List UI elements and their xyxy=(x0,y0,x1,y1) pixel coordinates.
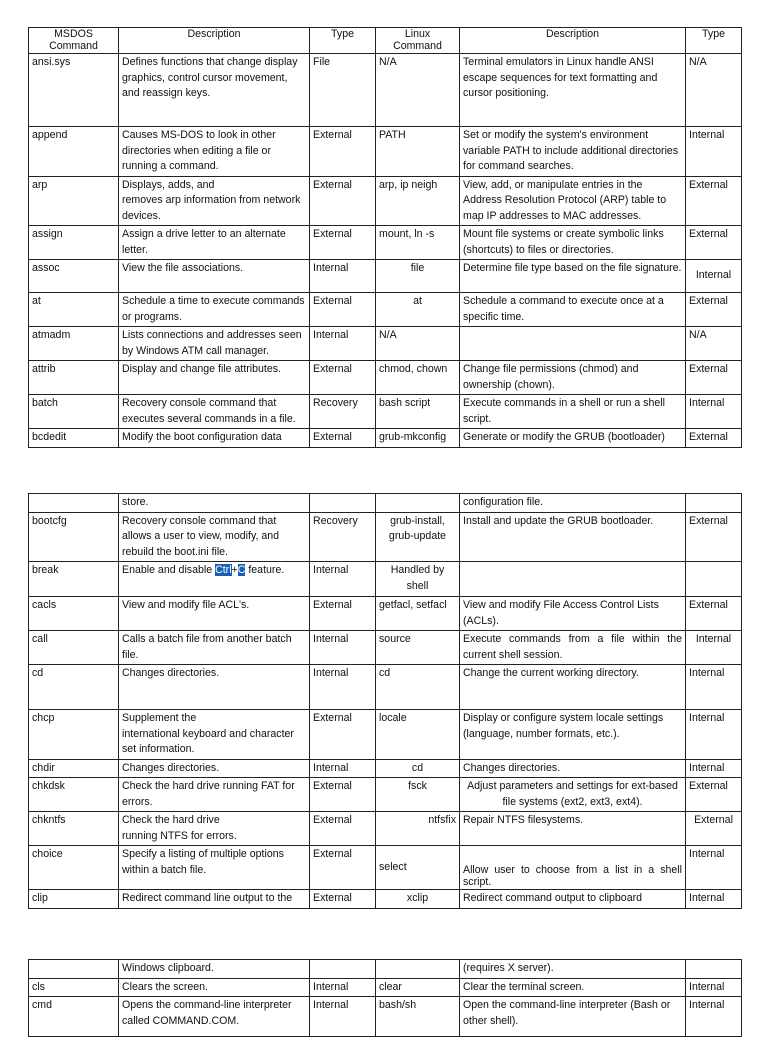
msdos-type xyxy=(310,494,376,513)
msdos-type: External xyxy=(310,812,376,846)
msdos-command: at xyxy=(29,293,119,327)
msdos-description: store. xyxy=(119,494,310,513)
table-row xyxy=(29,759,742,778)
msdos-command: cacls xyxy=(29,597,119,631)
table-row xyxy=(29,890,742,909)
msdos-description: Assign a drive letter to an alternate letter. xyxy=(119,226,310,260)
linux-command: chmod, chown xyxy=(376,361,460,395)
msdos-description: Defines functions that change display graphics, control cursor movement, and reassign keys. xyxy=(119,54,310,127)
msdos-description: Redirect command line output to the xyxy=(119,890,310,909)
msdos-description xyxy=(119,812,310,846)
msdos-type xyxy=(310,960,376,979)
commands-table-part-2 xyxy=(28,493,742,909)
msdos-command: break xyxy=(29,562,119,597)
linux-type: Internal xyxy=(686,395,742,429)
description-text: Enable and disable xyxy=(122,564,216,576)
linux-command: at xyxy=(376,293,460,327)
table-row xyxy=(29,812,742,846)
msdos-type: Internal xyxy=(310,759,376,778)
msdos-type: External xyxy=(310,597,376,631)
msdos-description: Windows clipboard. xyxy=(119,960,310,979)
table-row xyxy=(29,260,742,293)
linux-type: External xyxy=(686,293,742,327)
msdos-description xyxy=(119,176,310,226)
linux-description: Redirect command output to clipboard xyxy=(460,890,686,909)
msdos-command: bcdedit xyxy=(29,429,119,448)
linux-description: Schedule a command to execute once at a specific time. xyxy=(460,293,686,327)
linux-description: Generate or modify the GRUB (bootloader) xyxy=(460,429,686,448)
linux-description: configuration file. xyxy=(460,494,686,513)
table-row xyxy=(29,176,742,226)
description-line: Check the hard drive xyxy=(122,814,220,826)
msdos-command: assoc xyxy=(29,260,119,293)
ctrl-key: Ctrl xyxy=(215,564,232,576)
table-row xyxy=(29,494,742,513)
linux-command: mount, ln -s xyxy=(376,226,460,260)
commands-table-part-1 xyxy=(28,27,742,448)
table-row xyxy=(29,293,742,327)
linux-type: Internal xyxy=(686,260,742,293)
msdos-type: Internal xyxy=(310,327,376,361)
msdos-command: ansi.sys xyxy=(29,54,119,127)
table-row xyxy=(29,710,742,760)
msdos-command: atmadm xyxy=(29,327,119,361)
description-line: removes arp information from network devices. xyxy=(122,194,301,222)
msdos-type: Internal xyxy=(310,562,376,597)
table-row xyxy=(29,512,742,562)
msdos-type: File xyxy=(310,54,376,127)
header-description: Description xyxy=(119,28,310,54)
linux-command: N/A xyxy=(376,54,460,127)
msdos-description: View the file associations. xyxy=(119,260,310,293)
msdos-type: External xyxy=(310,890,376,909)
msdos-type: Internal xyxy=(310,631,376,665)
linux-type: External xyxy=(686,512,742,562)
linux-command: clear xyxy=(376,978,460,997)
msdos-type: Internal xyxy=(310,260,376,293)
msdos-command: chkntfs xyxy=(29,812,119,846)
msdos-description: Opens the command-line interpreter called COMMAND.COM. xyxy=(119,997,310,1037)
msdos-type: Internal xyxy=(310,978,376,997)
linux-type: Internal xyxy=(686,631,742,665)
msdos-command: append xyxy=(29,127,119,177)
msdos-command xyxy=(29,494,119,513)
linux-command: N/A xyxy=(376,327,460,361)
msdos-description: View and modify file ACL's. xyxy=(119,597,310,631)
linux-command: bash/sh xyxy=(376,997,460,1037)
linux-command: file xyxy=(376,260,460,293)
msdos-description: Causes MS-DOS to look in other directories when editing a file or running a command. xyxy=(119,127,310,177)
msdos-description: Recovery console command that executes several commands in a file. xyxy=(119,395,310,429)
msdos-type: External xyxy=(310,846,376,890)
linux-command: arp, ip neigh xyxy=(376,176,460,226)
msdos-command: chdir xyxy=(29,759,119,778)
msdos-command: cmd xyxy=(29,997,119,1037)
table-row xyxy=(29,597,742,631)
linux-command: bash script xyxy=(376,395,460,429)
linux-type: External xyxy=(686,429,742,448)
linux-type: Internal xyxy=(686,997,742,1037)
msdos-description: Calls a batch file from another batch file. xyxy=(119,631,310,665)
msdos-type: External xyxy=(310,226,376,260)
table-row xyxy=(29,395,742,429)
header-linux-description: Description xyxy=(460,28,686,54)
linux-description: Repair NTFS filesystems. xyxy=(460,812,686,846)
linux-command xyxy=(376,960,460,979)
msdos-description: Modify the boot configuration data xyxy=(119,429,310,448)
msdos-type: Internal xyxy=(310,997,376,1037)
msdos-type: External xyxy=(310,429,376,448)
linux-description: Determine file type based on the file signature. xyxy=(460,260,686,293)
description-line: Allow user to choose from a list in a shell xyxy=(463,864,682,876)
linux-type: External xyxy=(686,361,742,395)
linux-description xyxy=(460,327,686,361)
linux-description: Open the command-line interpreter (Bash or other shell). xyxy=(460,997,686,1037)
header-type: Type xyxy=(310,28,376,54)
msdos-description xyxy=(119,562,310,597)
table-row xyxy=(29,978,742,997)
msdos-type: External xyxy=(310,127,376,177)
msdos-description: Changes directories. xyxy=(119,759,310,778)
header-linux-command: Linux Command xyxy=(376,28,460,54)
msdos-command: cd xyxy=(29,665,119,710)
linux-command: ntfsfix xyxy=(376,812,460,846)
linux-type: External xyxy=(686,597,742,631)
linux-command: select xyxy=(376,846,460,890)
description-text: feature. xyxy=(245,564,285,576)
linux-type xyxy=(686,562,742,597)
table-row xyxy=(29,631,742,665)
linux-type: Internal xyxy=(686,759,742,778)
linux-command: PATH xyxy=(376,127,460,177)
header-msdos-command: MSDOS Command xyxy=(29,28,119,54)
linux-type: External xyxy=(686,176,742,226)
linux-description: Install and update the GRUB bootloader. xyxy=(460,512,686,562)
table-row xyxy=(29,127,742,177)
description-line: current shell session. xyxy=(463,648,563,661)
msdos-description: Recovery console command that allows a user to view, modify, and rebuild the boot.ini file. xyxy=(119,512,310,562)
table-row xyxy=(29,361,742,395)
linux-type xyxy=(686,494,742,513)
commands-table-part-3 xyxy=(28,959,742,1037)
msdos-command: attrib xyxy=(29,361,119,395)
linux-description xyxy=(460,846,686,890)
linux-type: Internal xyxy=(686,710,742,760)
linux-command: cd xyxy=(376,665,460,710)
linux-command: xclip xyxy=(376,890,460,909)
linux-command: source xyxy=(376,631,460,665)
msdos-description: Specify a listing of multiple options within a batch file. xyxy=(119,846,310,890)
msdos-type: External xyxy=(310,710,376,760)
linux-type: External xyxy=(686,812,742,846)
msdos-command: chcp xyxy=(29,710,119,760)
msdos-description: Changes directories. xyxy=(119,665,310,710)
linux-type: Internal xyxy=(686,890,742,909)
msdos-command: assign xyxy=(29,226,119,260)
linux-type: N/A xyxy=(686,54,742,127)
linux-command: getfacl, setfacl xyxy=(376,597,460,631)
linux-description: Clear the terminal screen. xyxy=(460,978,686,997)
msdos-description: Schedule a time to execute commands or programs. xyxy=(119,293,310,327)
msdos-command: choice xyxy=(29,846,119,890)
linux-description xyxy=(460,562,686,597)
msdos-type: External xyxy=(310,176,376,226)
table-row xyxy=(29,997,742,1037)
table-row xyxy=(29,226,742,260)
description-line: script. xyxy=(463,876,492,888)
msdos-description: Display and change file attributes. xyxy=(119,361,310,395)
table-header-row xyxy=(29,28,742,54)
msdos-command: call xyxy=(29,631,119,665)
msdos-command: arp xyxy=(29,176,119,226)
linux-description: View and modify File Access Control Lists (ACLs). xyxy=(460,597,686,631)
msdos-description xyxy=(119,710,310,760)
header-linux-type: Type xyxy=(686,28,742,54)
table-row xyxy=(29,960,742,979)
linux-description: Change the current working directory. xyxy=(460,665,686,710)
table-row xyxy=(29,778,742,812)
linux-description: Mount file systems or create symbolic links (shortcuts) to files or directories. xyxy=(460,226,686,260)
table-row xyxy=(29,327,742,361)
description-line: running NTFS for errors. xyxy=(122,829,237,842)
table-row xyxy=(29,429,742,448)
msdos-description: Lists connections and addresses seen by Windows ATM call manager. xyxy=(119,327,310,361)
msdos-type: External xyxy=(310,778,376,812)
table-row xyxy=(29,562,742,597)
linux-command xyxy=(376,494,460,513)
linux-description: (requires X server). xyxy=(460,960,686,979)
linux-description: Execute commands in a shell or run a shell script. xyxy=(460,395,686,429)
linux-type: Internal xyxy=(686,127,742,177)
plus-sign: + xyxy=(231,564,238,576)
description-line: Supplement the xyxy=(122,712,197,724)
msdos-command: cls xyxy=(29,978,119,997)
linux-command: grub-install, grub-update xyxy=(376,512,460,562)
linux-command: locale xyxy=(376,710,460,760)
linux-description xyxy=(460,631,686,665)
msdos-description: Check the hard drive running FAT for errors. xyxy=(119,778,310,812)
linux-description: Terminal emulators in Linux handle ANSI escape sequences for text formatting and cursor positioning. xyxy=(460,54,686,127)
msdos-type: External xyxy=(310,361,376,395)
linux-type: Internal xyxy=(686,978,742,997)
linux-description: View, add, or manipulate entries in the Address Resolution Protocol (ARP) table to map IP addresses to MAC addresses. xyxy=(460,176,686,226)
description-line: Execute commands from a file within the xyxy=(463,633,682,645)
linux-command: cd xyxy=(376,759,460,778)
linux-type: Internal xyxy=(686,665,742,710)
linux-description: Change file permissions (chmod) and ownership (chown). xyxy=(460,361,686,395)
msdos-type: External xyxy=(310,293,376,327)
linux-type: N/A xyxy=(686,327,742,361)
msdos-type: Internal xyxy=(310,665,376,710)
table-row xyxy=(29,846,742,890)
linux-command: fsck xyxy=(376,778,460,812)
linux-type xyxy=(686,960,742,979)
msdos-command: bootcfg xyxy=(29,512,119,562)
msdos-description: Clears the screen. xyxy=(119,978,310,997)
msdos-command xyxy=(29,960,119,979)
linux-description: Changes directories. xyxy=(460,759,686,778)
linux-command: grub-mkconfig xyxy=(376,429,460,448)
description-line: international keyboard and character set information. xyxy=(122,727,294,755)
linux-type: Internal xyxy=(686,846,742,890)
linux-command: Handled by shell xyxy=(376,562,460,597)
table-row xyxy=(29,54,742,127)
linux-type: External xyxy=(686,778,742,812)
msdos-type: Recovery xyxy=(310,512,376,562)
msdos-command: chkdsk xyxy=(29,778,119,812)
linux-type: External xyxy=(686,226,742,260)
msdos-command: batch xyxy=(29,395,119,429)
linux-description: Display or configure system locale settings (language, number formats, etc.). xyxy=(460,710,686,760)
linux-description: Adjust parameters and settings for ext-based file systems (ext2, ext3, ext4). xyxy=(460,778,686,812)
c-key: C xyxy=(237,564,246,576)
linux-description: Set or modify the system's environment variable PATH to include additional directories for command searches. xyxy=(460,127,686,177)
msdos-command: clip xyxy=(29,890,119,909)
msdos-type: Recovery xyxy=(310,395,376,429)
description-line: Displays, adds, and xyxy=(122,178,215,191)
table-row xyxy=(29,665,742,710)
